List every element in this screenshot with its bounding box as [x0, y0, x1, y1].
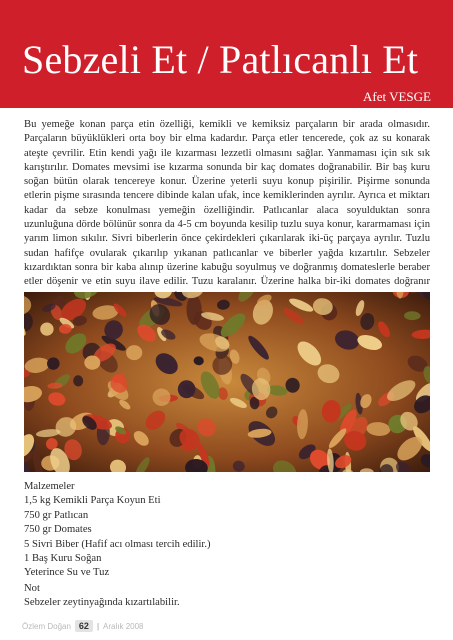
ingredient-item: 1,5 kg Kemikli Parça Koyun Eti: [24, 495, 161, 507]
page-title: Sebzeli Et / Patlıcanlı Et: [22, 37, 419, 82]
footer-separator: |: [96, 621, 100, 631]
note-text: Sebzeler zeytinyağında kızartılabilir.: [24, 597, 180, 609]
ingredient-item: 750 gr Domates: [24, 524, 92, 536]
footer-date: Aralık 2008: [103, 621, 144, 631]
article-body: Bu yemeğe konan parça etin özelliği, kemikli ve kemiksiz parçaların bir arada olmasıdır. Parçaların büyüklükleri orta boy bir elma kadardır. Parça etler tencerede, çok az su konarak ateşte çevrilir. Etin kendi yağı ile kızarması lezzetli olmasını sağlar. Yanmaması için sık sık karıştırılır. Domates mevsimi ise kızarma sonunda bir kaç domates doğranabilir. Bir baş kuru soğan bütün olarak tencereye konur. Üzerine yeterli suyu konup pişirilir. Pişirme sonunda etlerin pişme sırasında tencere dibinde kalan ufak, ince kemiklerinden ayrılır. Ayrıca et miktarı kadar da sebze konulması yemeğin özelliğindir. Patlıcanlar alaca soyulduktan sonra uzunluğuna dörde bölünür sonra da 4-5 cm boyunda kesilip tuzlu suya konur, kararmaması için yarım limon sıkılır. Sivri biberlerin önce çekirdekleri çıkarılarak iki-üç parçaya ayrılır. Tuzlu sudan hafifçe ovularak çıkarılıp yıkanan patlıcanlar ve biberler yağda kızartılır. Sebzeler kızardıktan sonra bir kaba alınıp üzerine kabuğu soyulmuş ve doğranmış domateslerle beraber etler döşenir ve etin suyu ilave edilir. Tuzu karalanır. Üzerine halka bir-iki domates doğranır: [24, 119, 430, 288]
note-section: [24, 582, 430, 611]
ingredient-item: 750 gr Patlıcan: [24, 509, 89, 521]
dish-illustration: [24, 292, 430, 472]
page-number: 62: [75, 620, 93, 632]
footer-author: Özlem Doğan: [22, 621, 71, 631]
dish-photo: [24, 292, 430, 472]
note-heading: Not: [24, 583, 40, 594]
ingredient-item: 5 Sivri Biber (Hafif acı olması tercih edilir.): [24, 538, 211, 550]
author-name: Afet VESGE: [362, 89, 431, 104]
ingredient-item: 1 Baş Kuru Soğan: [24, 553, 102, 565]
ingredients-list: [24, 480, 430, 581]
food-piece: [84, 356, 100, 370]
ingredient-item: Yeterince Su ve Tuz: [24, 567, 110, 579]
page-footer: [22, 618, 143, 634]
ingredients-heading: Malzemeler: [24, 481, 75, 492]
title-banner: [0, 0, 453, 108]
food-piece: [178, 380, 196, 398]
